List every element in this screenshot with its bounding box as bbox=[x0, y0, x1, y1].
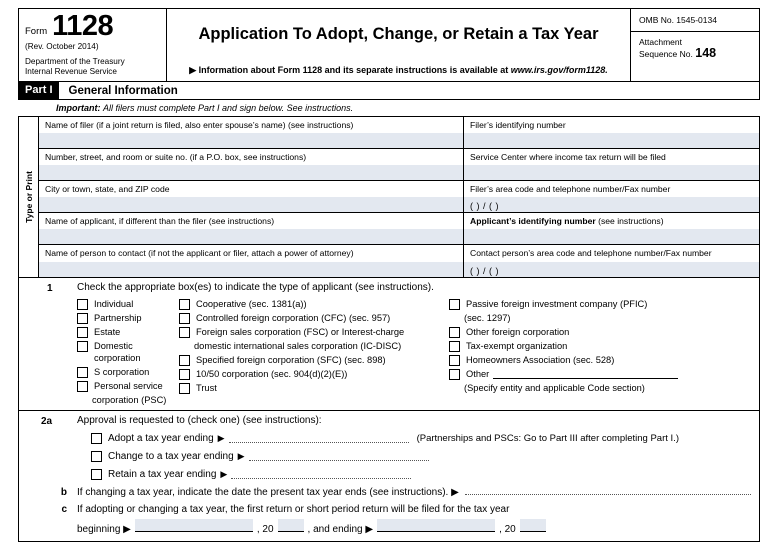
table-row bbox=[39, 213, 759, 245]
line-2c bbox=[19, 504, 759, 535]
arrow-icon: ▶ bbox=[220, 469, 228, 479]
field-label: Number, street, and room or suite no. (if a P.O. box, see instructions) bbox=[45, 152, 307, 162]
checkbox-label: Individual bbox=[94, 299, 134, 309]
checkbox-cfc[interactable] bbox=[179, 312, 449, 324]
header-omb-block bbox=[631, 9, 759, 81]
form-info-line bbox=[167, 65, 630, 76]
phone-parens: ( ) / ( ) bbox=[470, 266, 499, 276]
checkbox-individual[interactable] bbox=[77, 298, 179, 310]
checkbox-label-continued: domestic international sales corporation (IC-DISC) bbox=[194, 341, 402, 351]
line-2c-beginning-label: beginning ▶ bbox=[77, 524, 131, 535]
form-word: Form bbox=[25, 26, 48, 37]
field-label: Filer’s identifying number bbox=[470, 120, 566, 130]
applicant-type-columns bbox=[19, 298, 759, 406]
form-title: Application To Adopt, Change, or Retain a Tax Year bbox=[198, 25, 599, 43]
checkbox-estate[interactable] bbox=[77, 326, 179, 338]
attachment-number: 148 bbox=[695, 46, 717, 60]
important-note bbox=[18, 100, 760, 116]
checkbox-box[interactable] bbox=[449, 355, 460, 366]
checkbox-10-50-corporation[interactable] bbox=[179, 368, 449, 380]
table-row bbox=[39, 181, 759, 213]
checkbox-pfic[interactable] bbox=[449, 298, 759, 310]
checkbox-box[interactable] bbox=[449, 327, 460, 338]
option-label: Adopt a tax year ending bbox=[108, 433, 214, 444]
checkbox-homeowners-association[interactable] bbox=[449, 354, 759, 366]
checkbox-trust[interactable] bbox=[179, 382, 449, 394]
checkbox-label: Homeowners Association (sec. 528) bbox=[466, 355, 615, 365]
checkbox-label: Domestic corporation bbox=[94, 341, 141, 363]
checkbox-box[interactable] bbox=[77, 299, 88, 310]
line-1-text: Check the appropriate box(es) to indicate the type of applicant (see instructions). bbox=[77, 282, 434, 293]
part-i-bar bbox=[18, 82, 760, 100]
info-prefix: ▶ Information about Form 1128 and its separate instructions is available at bbox=[189, 65, 511, 75]
line-2c-label: c bbox=[61, 504, 67, 515]
checkbox-s-corporation[interactable] bbox=[77, 366, 179, 378]
checkbox-box[interactable] bbox=[77, 313, 88, 324]
input-shading[interactable] bbox=[39, 229, 463, 244]
input-shading[interactable] bbox=[464, 229, 759, 244]
checkbox-box[interactable] bbox=[77, 327, 88, 338]
checkbox-fsc-ic-disc[interactable] bbox=[179, 326, 449, 338]
checkbox-tax-exempt-organization[interactable] bbox=[449, 340, 759, 352]
line-2c-year-1: , 20 bbox=[256, 524, 274, 535]
field-street-address[interactable] bbox=[39, 149, 464, 180]
checkbox-box[interactable] bbox=[91, 469, 102, 480]
form-header bbox=[18, 8, 760, 82]
field-label: Name of applicant, if different than the filer (see instructions) bbox=[45, 216, 275, 226]
option-input-line[interactable] bbox=[249, 452, 429, 461]
beginning-year-input[interactable] bbox=[278, 519, 304, 532]
line-2a-number: 2a bbox=[41, 416, 53, 427]
checkbox-box[interactable] bbox=[449, 369, 460, 380]
input-shading[interactable] bbox=[464, 133, 759, 148]
input-shading[interactable] bbox=[39, 262, 463, 277]
input-shading[interactable] bbox=[464, 165, 759, 180]
arrow-icon: ▶ bbox=[237, 451, 245, 461]
checkbox-label-continued: corporation (PSC) bbox=[92, 395, 167, 405]
important-bold: Important: bbox=[56, 103, 101, 113]
checkbox-box[interactable] bbox=[179, 299, 190, 310]
checkbox-label: Tax-exempt organization bbox=[466, 341, 568, 351]
table-row bbox=[39, 149, 759, 181]
line-2c-text bbox=[77, 504, 550, 535]
checkbox-label: Cooperative (sec. 1381(a)) bbox=[196, 299, 307, 309]
ending-date-input[interactable] bbox=[377, 519, 495, 532]
option-input-line[interactable] bbox=[231, 470, 411, 479]
form-sheet bbox=[18, 8, 760, 542]
field-filer-name[interactable] bbox=[39, 117, 464, 148]
checkbox-other[interactable] bbox=[449, 368, 759, 380]
sidebar-label: Type or Print bbox=[23, 171, 34, 223]
line-2b bbox=[19, 486, 759, 498]
input-shading[interactable] bbox=[464, 197, 759, 212]
other-specify-note: (Specify entity and applicable Code section) bbox=[464, 383, 645, 393]
checkbox-box[interactable] bbox=[179, 313, 190, 324]
checkbox-label: S corporation bbox=[94, 367, 150, 377]
field-contact-person[interactable] bbox=[39, 245, 464, 277]
field-filer-phone[interactable] bbox=[464, 181, 759, 212]
field-label: Name of person to contact (if not the applicant or filer, attach a power of attorney) bbox=[45, 248, 354, 258]
input-shading[interactable] bbox=[464, 262, 759, 277]
checkbox-box[interactable] bbox=[77, 367, 88, 378]
form-number: 1128 bbox=[52, 10, 114, 42]
field-label-suffix: (see instructions) bbox=[595, 216, 664, 226]
checkbox-personal-service-corporation[interactable] bbox=[77, 380, 179, 392]
checkbox-label: Other bbox=[466, 369, 490, 379]
beginning-date-input[interactable] bbox=[135, 519, 253, 532]
option-label: Change to a tax year ending bbox=[108, 451, 234, 462]
checkbox-label: Other foreign corporation bbox=[466, 327, 570, 337]
field-service-center[interactable] bbox=[464, 149, 759, 180]
part-i-title: General Information bbox=[68, 84, 178, 97]
line-2c-text-1: If adopting or changing a tax year, the first return or short period return will be filed for the tax year bbox=[77, 504, 510, 515]
checkbox-label: 10/50 corporation (sec. 904(d)(2)(E)) bbox=[196, 369, 348, 379]
attachment-label-2: Sequence No. bbox=[639, 49, 693, 59]
field-applicant-identifying-number[interactable] bbox=[464, 213, 759, 244]
department-line-1: Department of the Treasury bbox=[25, 57, 125, 66]
input-shading[interactable] bbox=[39, 197, 463, 212]
part-i-label: Part I bbox=[19, 82, 59, 100]
other-specify-input[interactable] bbox=[493, 368, 678, 379]
header-form-id bbox=[19, 9, 167, 81]
line-1-number: 1 bbox=[47, 283, 53, 294]
department-name bbox=[25, 57, 160, 76]
ending-year-input[interactable] bbox=[520, 519, 546, 532]
checkbox-box[interactable] bbox=[91, 451, 102, 462]
applicant-type-column-2 bbox=[179, 298, 449, 406]
field-label: Contact person’s area code and telephone number/Fax number bbox=[470, 248, 712, 258]
option-adopt-tax-year[interactable] bbox=[91, 433, 759, 444]
field-label: Name of filer (if a joint return is filed, also enter spouse’s name) (see instructions) bbox=[45, 120, 354, 130]
option-note: (Partnerships and PSCs: Go to Part III after completing Part I.) bbox=[416, 433, 679, 444]
checkbox-box[interactable] bbox=[449, 341, 460, 352]
applicant-type-column-3 bbox=[449, 298, 759, 406]
option-label: Retain a tax year ending bbox=[108, 469, 217, 480]
line-2c-dates bbox=[77, 519, 550, 535]
input-shading[interactable] bbox=[39, 133, 463, 148]
input-shading[interactable] bbox=[39, 165, 463, 180]
info-url: www.irs.gov/form1128. bbox=[510, 65, 608, 75]
filer-information-block bbox=[18, 116, 760, 278]
table-row bbox=[39, 117, 759, 149]
line-2b-label: b bbox=[60, 487, 67, 498]
field-filer-identifying-number[interactable] bbox=[464, 117, 759, 148]
field-label: Applicant’s identifying number bbox=[470, 216, 596, 226]
field-label: City or town, state, and ZIP code bbox=[45, 184, 170, 194]
line-2a-text: Approval is requested to (check one) (see instructions): bbox=[77, 415, 322, 426]
field-label: Service Center where income tax return will be filed bbox=[470, 152, 666, 162]
checkbox-label: Specified foreign corporation (SFC) (sec. 898) bbox=[196, 355, 386, 365]
field-applicant-name[interactable] bbox=[39, 213, 464, 244]
line-2c-mid: , and ending ▶ bbox=[307, 524, 374, 535]
checkbox-box[interactable] bbox=[77, 341, 88, 352]
checkbox-label: Passive foreign investment company (PFIC) bbox=[466, 299, 648, 309]
field-city-state-zip[interactable] bbox=[39, 181, 464, 212]
checkbox-box[interactable] bbox=[179, 327, 190, 338]
department-line-2: Internal Revenue Service bbox=[25, 66, 117, 76]
checkbox-other-foreign-corporation[interactable] bbox=[449, 326, 759, 338]
omb-number: OMB No. 1545-0134 bbox=[631, 9, 759, 32]
line-1-block bbox=[18, 278, 760, 411]
header-title-block bbox=[167, 9, 631, 81]
option-retain-tax-year[interactable] bbox=[91, 469, 759, 480]
table-row bbox=[39, 245, 759, 277]
checkbox-label: Partnership bbox=[94, 313, 142, 323]
form-revision: (Rev. October 2014) bbox=[25, 42, 99, 51]
checkbox-box[interactable] bbox=[77, 381, 88, 392]
field-contact-phone[interactable] bbox=[464, 245, 759, 277]
checkbox-box[interactable] bbox=[179, 369, 190, 380]
applicant-type-column-1 bbox=[19, 298, 179, 406]
line-2c-year-2: , 20 bbox=[499, 524, 516, 535]
type-or-print-sidebar bbox=[19, 117, 39, 277]
attachment-label-1: Attachment bbox=[639, 37, 682, 47]
phone-parens: ( ) / ( ) bbox=[470, 201, 499, 211]
important-text: All filers must complete Part I and sign below. See instructions. bbox=[103, 103, 354, 113]
checkbox-label: Foreign sales corporation (FSC) or Interest-charge bbox=[196, 327, 405, 337]
checkbox-label-continued: (sec. 1297) bbox=[464, 313, 511, 323]
checkbox-box[interactable] bbox=[179, 383, 190, 394]
line-2b-text: If changing a tax year, indicate the date the present tax year ends (see instructions). ▶ bbox=[77, 487, 459, 498]
checkbox-label: Estate bbox=[94, 327, 121, 337]
line-2b-input[interactable] bbox=[465, 486, 751, 495]
line-2-block bbox=[18, 411, 760, 542]
checkbox-domestic-corporation[interactable] bbox=[77, 340, 179, 364]
checkbox-label: Trust bbox=[196, 383, 217, 393]
checkbox-cooperative[interactable] bbox=[179, 298, 449, 310]
checkbox-sfc[interactable] bbox=[179, 354, 449, 366]
checkbox-label: Personal service bbox=[94, 381, 163, 391]
checkbox-box[interactable] bbox=[449, 299, 460, 310]
arrow-icon: ▶ bbox=[217, 433, 225, 443]
checkbox-box[interactable] bbox=[91, 433, 102, 444]
attachment-sequence bbox=[631, 32, 759, 60]
checkbox-label: Controlled foreign corporation (CFC) (sec. 957) bbox=[196, 313, 391, 323]
option-input-line[interactable] bbox=[229, 434, 409, 443]
option-change-tax-year[interactable] bbox=[91, 451, 759, 462]
checkbox-partnership[interactable] bbox=[77, 312, 179, 324]
checkbox-box[interactable] bbox=[179, 355, 190, 366]
field-label: Filer’s area code and telephone number/Fax number bbox=[470, 184, 671, 194]
